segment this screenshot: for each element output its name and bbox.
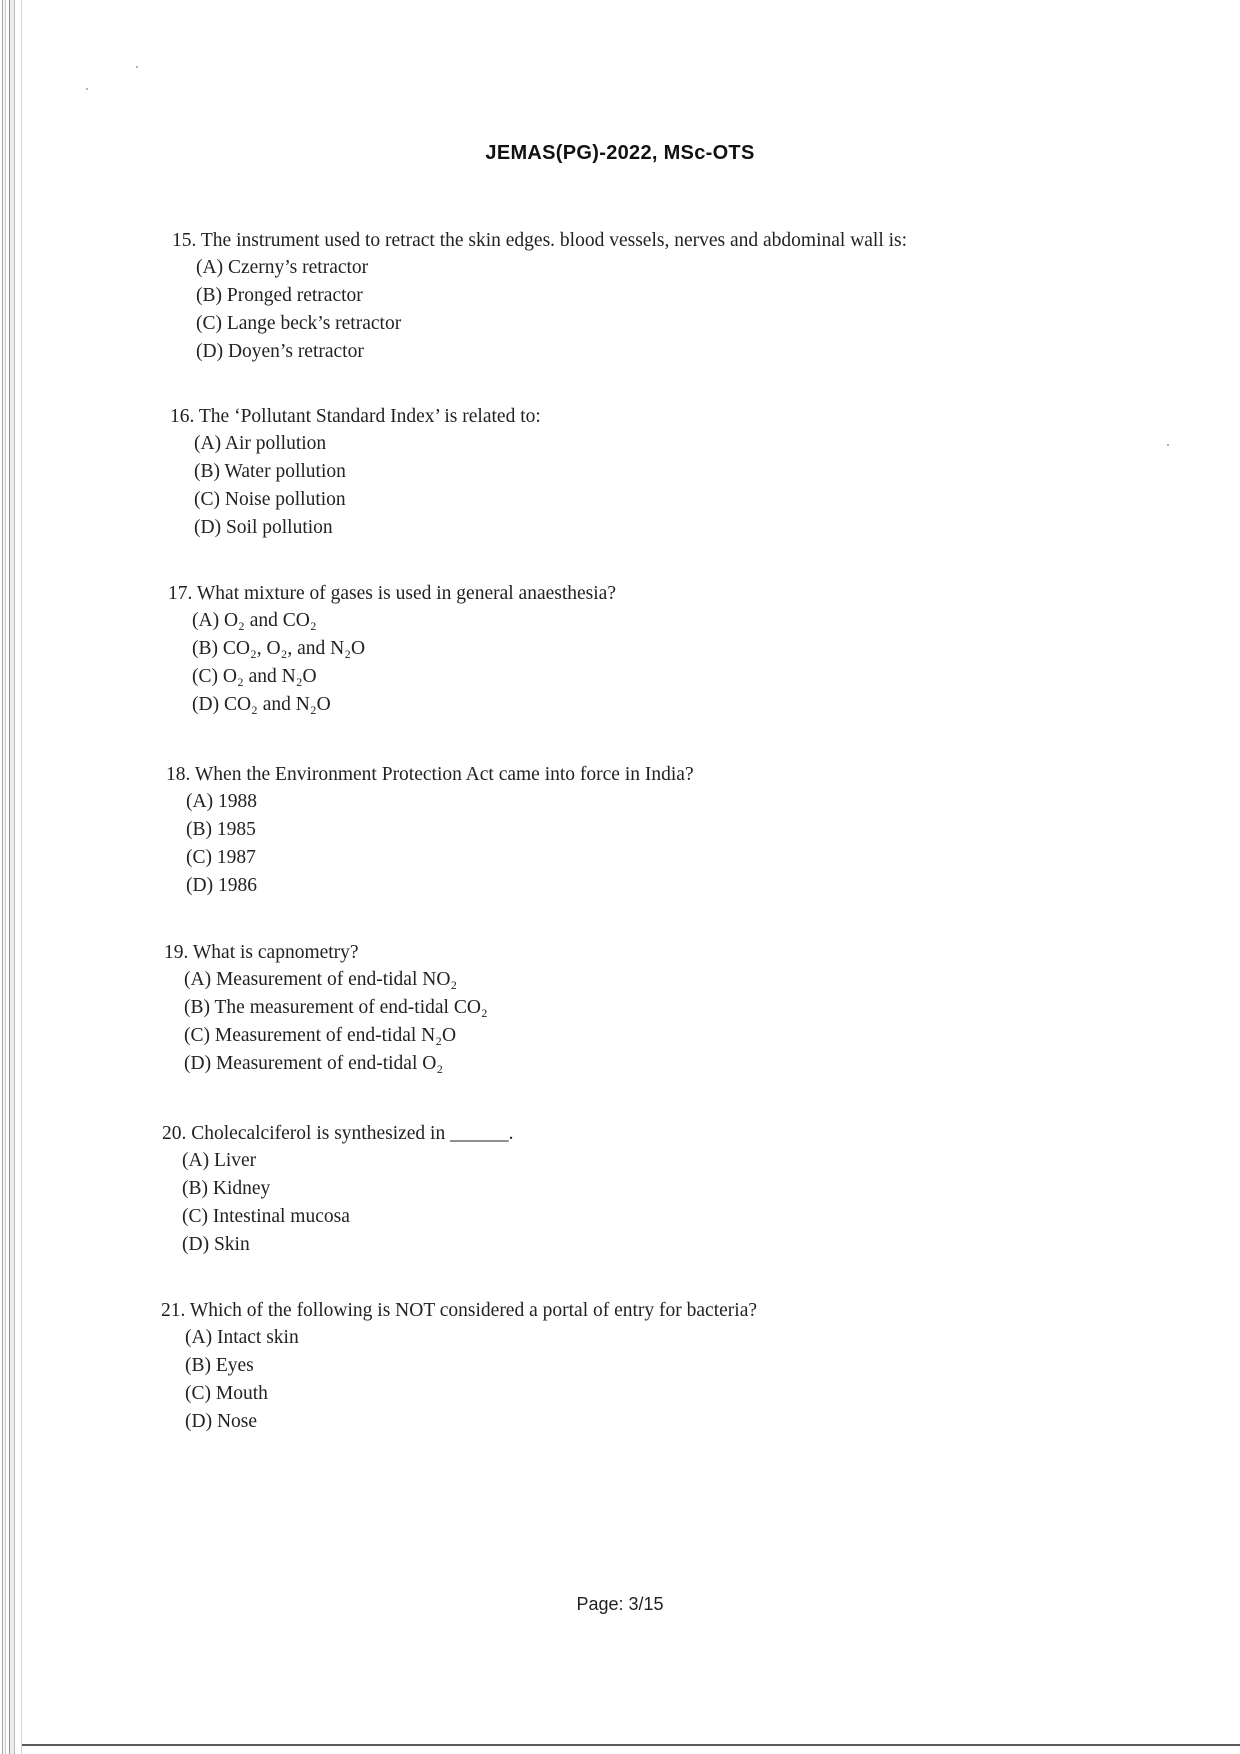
option-d: (D) 1986 xyxy=(186,875,257,896)
option-list xyxy=(184,966,488,1078)
option-c: (C) 1987 xyxy=(186,847,256,868)
option-a: (A) Measurement of end-tidal NO₂ xyxy=(184,969,458,990)
question-stem: 17. What mixture of gases is used in general anaesthesia? xyxy=(168,583,616,604)
question-17 xyxy=(168,581,616,719)
option-b: (B) Eyes xyxy=(185,1355,254,1376)
option-d: (D) Doyen’s retractor xyxy=(196,341,364,362)
option-list xyxy=(186,788,694,900)
option-b: (B) The measurement of end-tidal CO₂ xyxy=(184,997,488,1018)
page-title: JEMAS(PG)-2022, MSc-OTS xyxy=(485,142,755,164)
scan-speck xyxy=(86,88,88,90)
option-b: (B) CO₂, O₂, and N₂O xyxy=(192,638,366,659)
question-18 xyxy=(166,762,694,900)
option-a: (A) Liver xyxy=(182,1150,257,1171)
question-stem: 15. The instrument used to retract the skin edges. blood vessels, nerves and abdominal wall is: xyxy=(172,230,908,251)
question-15 xyxy=(172,228,907,366)
option-list xyxy=(196,254,907,366)
option-c: (C) Noise pollution xyxy=(194,489,346,510)
option-b: (B) Pronged retractor xyxy=(196,285,363,306)
option-c: (C) O₂ and N₂O xyxy=(192,666,317,687)
option-a: (A) Air pollution xyxy=(194,433,327,454)
option-d: (D) Skin xyxy=(182,1234,250,1255)
question-16 xyxy=(170,404,541,542)
option-a: (A) 1988 xyxy=(186,791,257,812)
question-stem: 18. When the Environment Protection Act came into force in India? xyxy=(166,764,694,785)
option-a: (A) Intact skin xyxy=(185,1327,299,1348)
option-list xyxy=(182,1147,513,1259)
option-list xyxy=(185,1324,757,1436)
option-c: (C) Intestinal mucosa xyxy=(182,1206,350,1227)
option-c: (C) Lange beck’s retractor xyxy=(196,313,402,334)
option-b: (B) 1985 xyxy=(186,819,256,840)
question-20 xyxy=(162,1121,513,1259)
question-stem: 16. The ‘Pollutant Standard Index’ is related to: xyxy=(170,406,541,427)
question-stem: 21. Which of the following is NOT considered a portal of entry for bacteria? xyxy=(161,1300,758,1321)
option-list xyxy=(192,607,616,719)
page-number: Page: 3/15 xyxy=(576,1594,664,1614)
scan-binding-edge xyxy=(0,0,30,1754)
option-c: (C) Mouth xyxy=(185,1383,268,1404)
option-a: (A) Czerny’s retractor xyxy=(196,257,369,278)
question-stem: 19. What is capnometry? xyxy=(164,942,359,963)
option-list xyxy=(194,430,541,542)
option-b: (B) Kidney xyxy=(182,1178,271,1199)
option-d: (D) Nose xyxy=(185,1411,258,1432)
question-19 xyxy=(164,940,488,1078)
question-stem: 20. Cholecalciferol is synthesized in ______. xyxy=(162,1123,514,1144)
option-d: (D) CO₂ and N₂O xyxy=(192,694,331,715)
option-d: (D) Soil pollution xyxy=(194,517,333,538)
option-a: (A) O₂ and CO₂ xyxy=(192,610,317,631)
option-b: (B) Water pollution xyxy=(194,461,346,482)
question-21 xyxy=(161,1298,757,1436)
scan-bottom-edge xyxy=(22,1744,1240,1746)
option-d: (D) Measurement of end-tidal O₂ xyxy=(184,1053,444,1074)
scan-speck xyxy=(1167,444,1169,446)
option-c: (C) Measurement of end-tidal N₂O xyxy=(184,1025,457,1046)
scan-speck xyxy=(136,66,138,68)
